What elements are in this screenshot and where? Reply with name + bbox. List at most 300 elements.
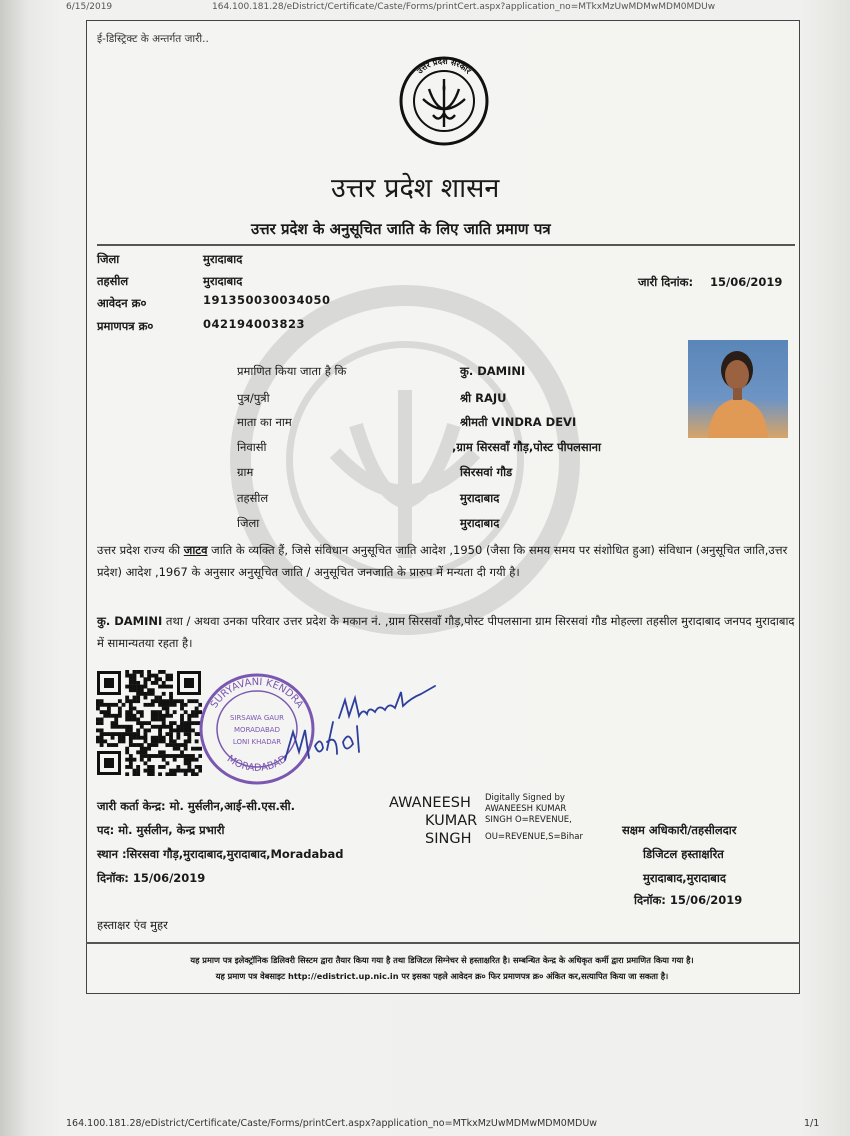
qr-module (158, 677, 162, 681)
qr-module (147, 743, 151, 747)
qr-module (158, 736, 162, 740)
qr-module (191, 758, 195, 762)
qr-module (129, 699, 133, 703)
qr-module (180, 754, 184, 758)
qr-module (176, 765, 180, 769)
qr-module (187, 718, 191, 722)
qr-module (136, 685, 140, 689)
qr-module (100, 699, 104, 703)
qr-module (176, 732, 180, 736)
emblem-ring-text: उत्तर प्रदेश सरकार (415, 56, 473, 76)
qr-module (133, 769, 137, 773)
digital-sign-line-4: OU=REVENUE,S=Bihar (485, 832, 583, 842)
qr-module (173, 747, 177, 751)
caste-para-start: उत्तर प्रदेश राज्य की (97, 543, 184, 557)
qr-module (96, 718, 100, 722)
qr-module (96, 736, 100, 740)
qr-module (125, 728, 129, 732)
qr-module (184, 721, 188, 725)
qr-module (129, 681, 133, 685)
qr-module (184, 739, 188, 743)
print-url-top: 164.100.181.28/eDistrict/Certificate/Caste/Forms/printCert.aspx?application_no=MTkxMzUwMDMwMDM0MDUw (212, 2, 716, 12)
qr-module (133, 699, 137, 703)
handwritten-signature (275, 672, 440, 762)
qr-module (162, 758, 166, 762)
qr-module (154, 739, 158, 743)
qr-module (158, 699, 162, 703)
qr-module (136, 750, 140, 754)
qr-module (154, 714, 158, 718)
qr-module (136, 728, 140, 732)
qr-module (158, 739, 162, 743)
qr-module (100, 739, 104, 743)
qr-module (147, 769, 151, 773)
qr-module (140, 721, 144, 725)
qr-module (125, 747, 129, 751)
qr-module (180, 699, 184, 703)
qr-module (111, 732, 115, 736)
qr-module (125, 725, 129, 729)
qr-module (191, 769, 195, 773)
qr-module (165, 725, 169, 729)
qr-module (187, 728, 191, 732)
qr-module (162, 692, 166, 696)
qr-module (136, 718, 140, 722)
qr-module (165, 685, 169, 689)
qr-module (151, 743, 155, 747)
qr-module (154, 681, 158, 685)
print-url-bottom: 164.100.181.28/eDistrict/Certificate/Caste/Forms/printCert.aspx?application_no=MTkxMzUwMDMwMDM0MDUw (66, 1118, 598, 1129)
signature-and-seal-label: हस्ताक्षर एंव मुहर (97, 918, 168, 932)
qr-module (162, 707, 166, 711)
qr-module (169, 754, 173, 758)
residence-para-name: कु. DAMINI (97, 614, 163, 628)
qr-module (144, 685, 148, 689)
stamp-line-2: MORADABAD (234, 726, 280, 734)
qr-module (180, 725, 184, 729)
person-tehsil-value: मुरादाबाद (460, 491, 500, 505)
qr-module (136, 765, 140, 769)
qr-module (140, 736, 144, 740)
qr-module (136, 681, 140, 685)
qr-module (136, 732, 140, 736)
qr-module (151, 692, 155, 696)
qr-module (187, 769, 191, 773)
qr-module (173, 710, 177, 714)
qr-module (165, 674, 169, 678)
qr-module (169, 685, 173, 689)
qr-module (118, 739, 122, 743)
qr-module (187, 765, 191, 769)
qr-module (129, 685, 133, 689)
qr-module (187, 739, 191, 743)
qr-module (122, 725, 126, 729)
qr-module (184, 747, 188, 751)
digital-sign-name-1: AWANEESH (389, 795, 471, 811)
qr-module (180, 769, 184, 773)
qr-module (114, 743, 118, 747)
qr-module (151, 688, 155, 692)
qr-module (191, 772, 195, 776)
qr-module (144, 721, 148, 725)
qr-module (151, 681, 155, 685)
qr-module (158, 703, 162, 707)
qr-module (125, 758, 129, 762)
qr-module (191, 754, 195, 758)
qr-module (154, 754, 158, 758)
qr-module (187, 714, 191, 718)
qr-module (180, 718, 184, 722)
qr-module (133, 736, 137, 740)
qr-module (144, 681, 148, 685)
qr-module (140, 685, 144, 689)
qr-module (100, 728, 104, 732)
qr-module (107, 703, 111, 707)
qr-module (144, 732, 148, 736)
qr-module (169, 721, 173, 725)
caste-paragraph (97, 539, 797, 583)
qr-module (129, 710, 133, 714)
qr-module (158, 728, 162, 732)
qr-module (144, 761, 148, 765)
certificate-subtitle: उत्तर प्रदेश के अनुसूचित जाति के लिए जाति प्रमाण पत्र (251, 220, 551, 238)
qr-module (144, 739, 148, 743)
qr-module (111, 743, 115, 747)
qr-module (136, 696, 140, 700)
qr-module (111, 721, 115, 725)
qr-module (169, 743, 173, 747)
qr-module (144, 677, 148, 681)
digital-sign-line-2: AWANEESH KUMAR (485, 804, 567, 814)
footer-divider (86, 942, 800, 944)
qr-module (140, 692, 144, 696)
qr-module (96, 739, 100, 743)
qr-module (114, 732, 118, 736)
qr-module (184, 743, 188, 747)
qr-module (154, 696, 158, 700)
qr-module (133, 688, 137, 692)
person-district-label: जिला (237, 516, 260, 530)
qr-module (151, 718, 155, 722)
issuing-center: जारी कर्ता केन्द्र: मो. मुर्सलीन,आई-सी.एस.सी. (97, 799, 295, 813)
qr-module (125, 670, 129, 674)
footer-note-2: यह प्रमाण पत्र वेबसाइट http://edistrict.up.nic.in पर इसका पहले आवेदन क्र० फिर प्रमाणपत्र क्र० अंकित कर,सत्यापित किया जा सकता है। (215, 971, 669, 981)
district-value: मुरादाबाद (203, 252, 243, 266)
qr-module (176, 736, 180, 740)
qr-module (136, 699, 140, 703)
qr-module (173, 739, 177, 743)
qr-module (184, 769, 188, 773)
qr-module (129, 714, 133, 718)
village-label: ग्राम (237, 465, 254, 479)
qr-module (154, 699, 158, 703)
qr-module (100, 736, 104, 740)
qr-module (158, 696, 162, 700)
qr-module (184, 754, 188, 758)
qr-module (118, 707, 122, 711)
qr-module (184, 703, 188, 707)
qr-module (169, 692, 173, 696)
qr-module (133, 732, 137, 736)
qr-module (154, 710, 158, 714)
qr-module (129, 728, 133, 732)
certificate-no-value: 042194003823 (203, 317, 306, 331)
person-tehsil-label: तहसील (237, 491, 269, 505)
digitally-signed-label: डिजिटल हस्ताक्षरित (643, 847, 724, 861)
qr-module (151, 765, 155, 769)
qr-module (140, 688, 144, 692)
qr-module (151, 710, 155, 714)
qr-module (180, 714, 184, 718)
page-title: उत्तर प्रदेश शासन (331, 173, 500, 204)
qr-module (147, 674, 151, 678)
application-no-label: आवेदन क्र० (97, 296, 147, 310)
residence-value: ,ग्राम सिरसवाँ गौड़,पोस्ट पीपलसाना (452, 440, 602, 454)
qr-module (165, 761, 169, 765)
qr-module (107, 710, 111, 714)
qr-module (173, 699, 177, 703)
mother-name: श्रीमती VINDRA DEVI (460, 415, 577, 429)
qr-module (100, 703, 104, 707)
qr-module (162, 681, 166, 685)
qr-module (122, 703, 126, 707)
qr-module (133, 718, 137, 722)
qr-module (100, 721, 104, 725)
qr-module (96, 728, 100, 732)
qr-module (96, 721, 100, 725)
qr-module (103, 703, 107, 707)
qr-module (129, 761, 133, 765)
qr-module (129, 758, 133, 762)
qr-module (107, 732, 111, 736)
qr-module (176, 728, 180, 732)
qr-module (103, 739, 107, 743)
qr-module (144, 736, 148, 740)
tehsil-label: तहसील (97, 274, 129, 288)
qr-module (180, 728, 184, 732)
qr-module (133, 743, 137, 747)
header-divider (97, 244, 795, 246)
qr-module (129, 725, 133, 729)
qr-module (96, 699, 100, 703)
qr-module (129, 765, 133, 769)
applicant-photo (688, 340, 788, 438)
qr-module (158, 772, 162, 776)
qr-module (103, 714, 107, 718)
qr-module (176, 743, 180, 747)
qr-module (158, 725, 162, 729)
qr-module (165, 772, 169, 776)
qr-module (165, 677, 169, 681)
qr-module (176, 769, 180, 773)
qr-module (169, 696, 173, 700)
qr-module (187, 754, 191, 758)
qr-module (158, 685, 162, 689)
qr-module (136, 736, 140, 740)
qr-module (133, 758, 137, 762)
digital-sign-line-1: Digitally Signed by (485, 793, 565, 803)
qr-module (165, 714, 169, 718)
district-label: जिला (97, 252, 120, 266)
qr-module (114, 718, 118, 722)
qr-module (176, 754, 180, 758)
qr-module (147, 721, 151, 725)
qr-module (165, 699, 169, 703)
qr-module (169, 674, 173, 678)
qr-module (169, 699, 173, 703)
qr-module (187, 699, 191, 703)
qr-module (118, 725, 122, 729)
qr-module (173, 754, 177, 758)
qr-module (191, 714, 195, 718)
qr-module (173, 728, 177, 732)
qr-module (158, 732, 162, 736)
qr-module (191, 728, 195, 732)
qr-module (162, 765, 166, 769)
qr-module (136, 772, 140, 776)
qr-module (187, 761, 191, 765)
qr-module (184, 725, 188, 729)
qr-module (154, 718, 158, 722)
qr-module (140, 710, 144, 714)
qr-module (173, 703, 177, 707)
qr-module (184, 761, 188, 765)
qr-module (147, 677, 151, 681)
qr-module (162, 718, 166, 722)
applicant-name: कु. DAMINI (460, 364, 526, 378)
qr-module (136, 670, 140, 674)
qr-module (147, 670, 151, 674)
qr-module (173, 743, 177, 747)
residence-para-text: तथा / अथवा उनका परिवार उत्तर प्रदेश के मकान नं. ,ग्राम सिरसवाँ गौड़,पोस्ट पीपलसाना ग्राम सिरसवां गौड मोहल्ला तहसील मुरादाबाद जनपद मुरादाबाद में सामान्यतया रहता है। (97, 614, 795, 650)
qr-module (129, 736, 133, 740)
qr-module (169, 714, 173, 718)
qr-module (100, 732, 104, 736)
stamp-line-1: SIRSAWA GAUR (229, 714, 285, 722)
qr-module (162, 736, 166, 740)
qr-module (125, 714, 129, 718)
qr-module (133, 674, 137, 678)
certificate-no-label: प्रमाणपत्र क्र० (97, 319, 154, 333)
qr-module (129, 739, 133, 743)
qr-module (151, 699, 155, 703)
qr-module (162, 754, 166, 758)
qr-module (187, 725, 191, 729)
qr-module (133, 685, 137, 689)
qr-module (147, 765, 151, 769)
qr-module (162, 721, 166, 725)
qr-module (187, 736, 191, 740)
qr-module (184, 728, 188, 732)
qr-module (184, 710, 188, 714)
qr-module (125, 696, 129, 700)
qr-module (114, 703, 118, 707)
qr-module (147, 758, 151, 762)
qr-module (129, 718, 133, 722)
qr-module (144, 728, 148, 732)
qr-module (151, 736, 155, 740)
qr-module (151, 725, 155, 729)
qr-module (107, 714, 111, 718)
qr-module (118, 736, 122, 740)
qr-module (129, 743, 133, 747)
qr-module (169, 769, 173, 773)
qr-module (151, 739, 155, 743)
qr-module (169, 736, 173, 740)
qr-module (154, 674, 158, 678)
issuer-date: दिनॉक: 15/06/2019 (97, 871, 206, 885)
qr-module (133, 707, 137, 711)
qr-module (169, 725, 173, 729)
qr-module (151, 769, 155, 773)
qr-module (107, 743, 111, 747)
qr-module (144, 754, 148, 758)
issuer-place: स्थान :सिरसवा गौड़,मुरादाबाद,मुरादाबाद,Moradabad (97, 847, 344, 861)
qr-module (122, 739, 126, 743)
qr-module (162, 703, 166, 707)
qr-module (176, 747, 180, 751)
qr-module (162, 725, 166, 729)
qr-module (111, 714, 115, 718)
qr-module (122, 732, 126, 736)
qr-module (158, 750, 162, 754)
qr-module (144, 703, 148, 707)
qr-module (151, 772, 155, 776)
qr-module (187, 732, 191, 736)
footer-note-1: यह प्रमाण पत्र इलेक्ट्रॉनिक डिलिवरी सिस्टम द्वारा तैयार किया गया है तथा डिजिटल सिग्नेचर से हस्ताक्षरित है। सम्बन्धित केन्द्र के अधिकृत कर्मी द्वारा प्रमाणित किया गया है। (190, 955, 694, 965)
qr-module (184, 772, 188, 776)
qr-module (129, 703, 133, 707)
village-value: सिरसवां गौड (460, 465, 513, 479)
qr-module (129, 688, 133, 692)
qr-module (165, 707, 169, 711)
qr-module (158, 765, 162, 769)
qr-module (136, 769, 140, 773)
qr-module (125, 710, 129, 714)
application-no-value: 191350030034050 (203, 293, 331, 307)
qr-module (184, 732, 188, 736)
qr-module (180, 743, 184, 747)
qr-module (147, 772, 151, 776)
qr-module (154, 677, 158, 681)
qr-module (180, 750, 184, 754)
issue-date-value: 15/06/2019 (710, 275, 783, 289)
qr-module (107, 707, 111, 711)
qr-module (133, 681, 137, 685)
qr-module (133, 772, 137, 776)
qr-module (129, 677, 133, 681)
qr-module (169, 703, 173, 707)
qr-module (129, 754, 133, 758)
qr-module (158, 710, 162, 714)
qr-module (176, 699, 180, 703)
qr-module (154, 743, 158, 747)
qr-module (162, 739, 166, 743)
qr-module (158, 714, 162, 718)
qr-module (151, 703, 155, 707)
qr-module (144, 692, 148, 696)
qr-module (136, 721, 140, 725)
print-date: 6/15/2019 (66, 2, 113, 12)
qr-code (96, 670, 202, 776)
mother-label: माता का नाम (237, 415, 292, 429)
qr-module (169, 772, 173, 776)
qr-module (125, 732, 129, 736)
qr-module (151, 714, 155, 718)
qr-module (100, 710, 104, 714)
qr-module (125, 718, 129, 722)
qr-module (125, 772, 129, 776)
